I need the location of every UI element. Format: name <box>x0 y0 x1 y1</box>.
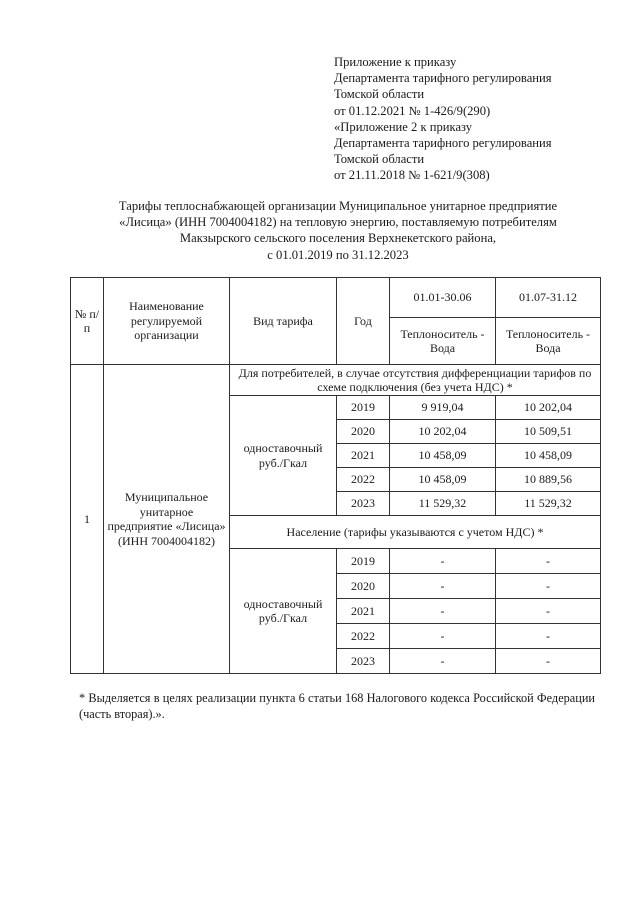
value-cell: 10 458,09 <box>390 468 496 492</box>
appendix-line: Приложение к приказу <box>334 55 457 69</box>
row-number: 1 <box>71 365 104 674</box>
value-cell: - <box>390 649 496 674</box>
appendix-line: Томской области <box>334 87 425 102</box>
value-cell: 9 919,04 <box>390 396 496 420</box>
value-cell: 10 889,56 <box>496 468 601 492</box>
value-cell: 10 202,04 <box>390 420 496 444</box>
appendix-line: Департамента тарифного регулирования <box>334 136 552 151</box>
appendix-line: от 21.11.2018 № 1-621/9(308) <box>334 168 490 183</box>
footnote: * Выделяется в целях реализации пункта 6 статьи 168 Налогового кодекса Российской Федерации (часть вторая).». <box>79 691 595 722</box>
value-cell: - <box>390 574 496 599</box>
tariff-type: одноставочный руб./Гкал <box>230 396 337 516</box>
year-cell: 2021 <box>337 444 390 468</box>
title-line: с 01.01.2019 по 31.12.2023 <box>267 247 409 262</box>
header-row <box>71 278 601 318</box>
appendix-line: Томской области <box>334 152 425 167</box>
title-line: Макзырского сельского поселения Верхнекетского района, <box>179 231 497 246</box>
value-cell: 11 529,32 <box>496 492 601 516</box>
header-year: Год <box>337 278 390 365</box>
appendix-line: Департамента тарифного регулирования <box>334 71 552 86</box>
year-cell: 2023 <box>337 649 390 674</box>
appendix-reference <box>334 54 552 184</box>
year-cell: 2020 <box>337 574 390 599</box>
tariff-type: одноставочный руб./Гкал <box>230 549 337 674</box>
value-cell: 10 458,09 <box>390 444 496 468</box>
value-cell: - <box>390 599 496 624</box>
organization-name: Муниципальное унитарное предприятие «Лисица» (ИНН 7004004182) <box>104 365 230 674</box>
year-cell: 2019 <box>337 396 390 420</box>
header-tariff-type: Вид тарифа <box>230 278 337 365</box>
title-line: Тарифы теплоснабжающей организации Муниципальное унитарное предприятие <box>118 199 558 213</box>
header-org: Наименование регулируемой организации <box>104 278 230 365</box>
value-cell: - <box>496 549 601 574</box>
value-cell: 11 529,32 <box>390 492 496 516</box>
value-cell: - <box>390 549 496 574</box>
appendix-line: «Приложение 2 к приказу <box>334 119 473 134</box>
value-cell: - <box>496 599 601 624</box>
section-heading-row <box>71 365 601 396</box>
year-cell: 2022 <box>337 468 390 492</box>
appendix-line: от 01.12.2021 № 1-426/9(290) <box>334 103 491 118</box>
year-cell: 2022 <box>337 624 390 649</box>
value-cell: 10 509,51 <box>496 420 601 444</box>
year-cell: 2020 <box>337 420 390 444</box>
value-cell: - <box>390 624 496 649</box>
tariff-table <box>70 277 601 674</box>
year-cell: 2019 <box>337 549 390 574</box>
header-period-1: 01.01-30.06 <box>390 278 496 318</box>
header-period-2: 01.07-31.12 <box>496 278 601 318</box>
value-cell: 10 458,09 <box>496 444 601 468</box>
value-cell: 10 202,04 <box>496 396 601 420</box>
value-cell: - <box>496 624 601 649</box>
section-heading: Население (тарифы указываются с учетом НДС) * <box>230 516 601 549</box>
header-carrier-2: Теплоноситель - Вода <box>496 318 601 365</box>
year-cell: 2021 <box>337 599 390 624</box>
document-title <box>60 198 616 263</box>
value-cell: - <box>496 649 601 674</box>
section-heading: Для потребителей, в случае отсутствия дифференциации тарифов по схеме подключения (без учета НДС) * <box>230 365 601 396</box>
year-cell: 2023 <box>337 492 390 516</box>
header-num: № п/п <box>71 278 104 365</box>
title-line: «Лисица» (ИНН 7004004182) на тепловую энергию, поставляемую потребителям <box>119 215 557 230</box>
value-cell: - <box>496 574 601 599</box>
header-carrier-1: Теплоноситель - Вода <box>390 318 496 365</box>
